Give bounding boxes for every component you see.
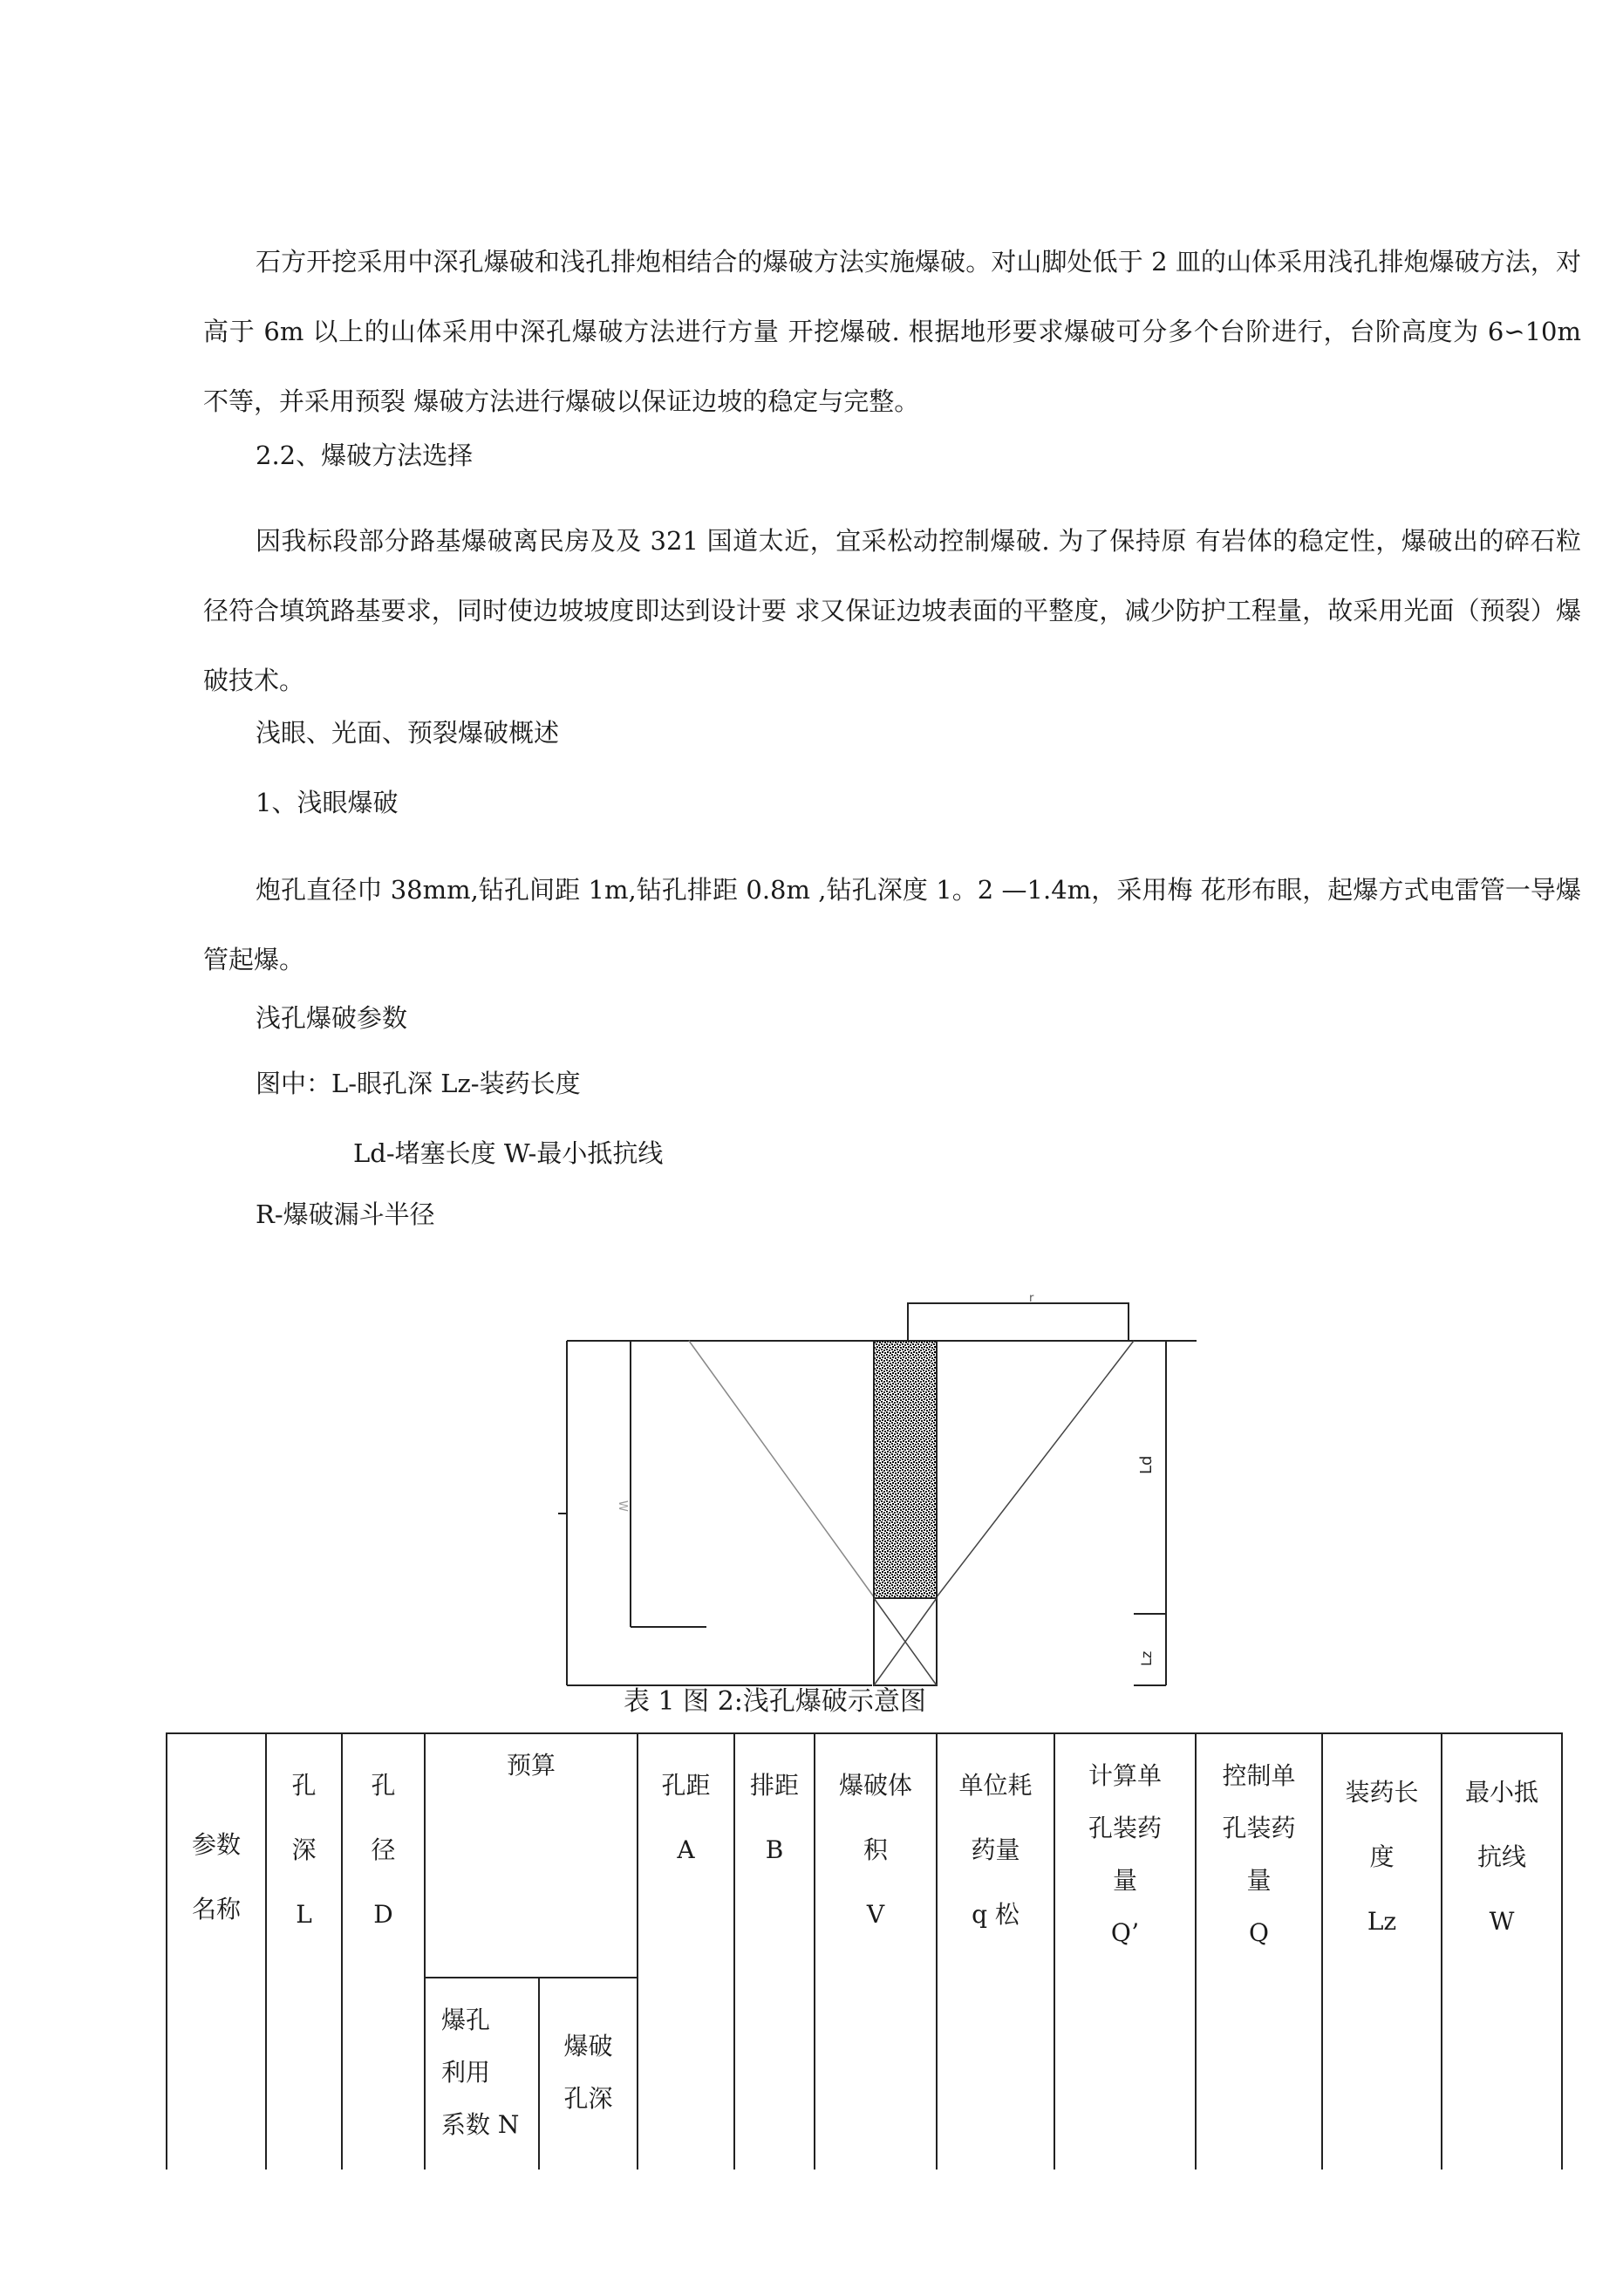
params-table bbox=[166, 1732, 1563, 2170]
paragraph-method-choice: 因我标段部分路基爆破离民房及及 321 国道太近，宜采松动控制爆破. 为了保持原 有岩体的稳定性，爆破出的碎石粒径符合填筑路基要求，同时使边坡坡度即达到设计要 求又保证边坡表面的平整度，减少防护工程量，故采用光面（预裂）爆破技术。 bbox=[203, 526, 1581, 695]
stemming-column bbox=[874, 1341, 937, 1598]
heading-shallow-hole: 1、浅眼爆破 bbox=[256, 788, 399, 817]
cell-min-burden: 最小抵 抗线 W bbox=[1442, 1733, 1562, 2170]
legend-line-1: 图中：L-眼孔深 Lz-装药长度 bbox=[256, 1069, 581, 1098]
cell-calc-charge: 计算单 孔装药 量 Q’ bbox=[1054, 1733, 1196, 2170]
cell-budget: 预算 bbox=[425, 1733, 638, 1978]
blast-diagram bbox=[541, 1291, 1204, 1692]
cell-spacing: 孔距 A bbox=[638, 1733, 734, 2170]
figure-caption: 表 1 图 2:浅孔爆破示意图 bbox=[624, 1686, 926, 1717]
crater-right bbox=[936, 1341, 1134, 1598]
legend-line-2: Ld-堵塞长度 W-最小抵抗线 bbox=[353, 1138, 664, 1168]
r-bracket bbox=[908, 1303, 1129, 1341]
cell-row-spacing: 排距 B bbox=[734, 1733, 815, 2170]
cell-unit-consumption: 单位耗 药量 q 松 bbox=[937, 1733, 1054, 2170]
cell-blast-depth: 爆破 孔深 bbox=[539, 1978, 638, 2170]
heading-2-2: 2.2、爆破方法选择 bbox=[256, 441, 474, 470]
crater-left bbox=[689, 1341, 875, 1598]
cell-utilization: 爆孔 利用 系数 N bbox=[425, 1978, 539, 2170]
w-label: W bbox=[616, 1500, 629, 1512]
ld-label: Ld bbox=[1137, 1455, 1156, 1474]
paragraph-open-excavation: 石方开挖采用中深孔爆破和浅孔排炮相结合的爆破方法实施爆破。对山脚处低于 2 皿的山体采用浅孔排炮爆破方法，对高于 6m 以上的山体采用中深孔爆破方法进行方量 开挖爆破. 根据地形要求爆破可分多个台阶进行，台阶高度为 6∽10m 不等，并采用预裂 爆破方法进行爆破以保证边坡的稳定与完整。 bbox=[203, 247, 1581, 416]
legend-line-3: R-爆破漏斗半径 bbox=[256, 1199, 435, 1229]
paragraph-shallow-hole: 炮孔直径巾 38mm,钻孔间距 1m,钻孔排距 0.8m ,钻孔深度 1。2 —1.4m，采用梅 花形布眼，起爆方式电雷管一导爆管起爆。 bbox=[203, 875, 1581, 974]
lz-label: Lz bbox=[1138, 1650, 1155, 1666]
cell-charge-length: 装药长 度 Lz bbox=[1322, 1733, 1442, 2170]
cell-hole-diameter: 孔 径 D bbox=[342, 1733, 425, 2170]
heading-overview: 浅眼、光面、预裂爆破概述 bbox=[256, 718, 560, 748]
cell-blast-volume: 爆破体 积 V bbox=[815, 1733, 937, 2170]
cell-ctrl-charge: 控制单 孔装药 量 Q bbox=[1196, 1733, 1322, 2170]
r-label: r bbox=[1029, 1292, 1034, 1305]
cell-param-name: 参数 名称 bbox=[167, 1733, 266, 2170]
cell-hole-depth: 孔 深 L bbox=[266, 1733, 342, 2170]
params-title: 浅孔爆破参数 bbox=[256, 1003, 408, 1033]
